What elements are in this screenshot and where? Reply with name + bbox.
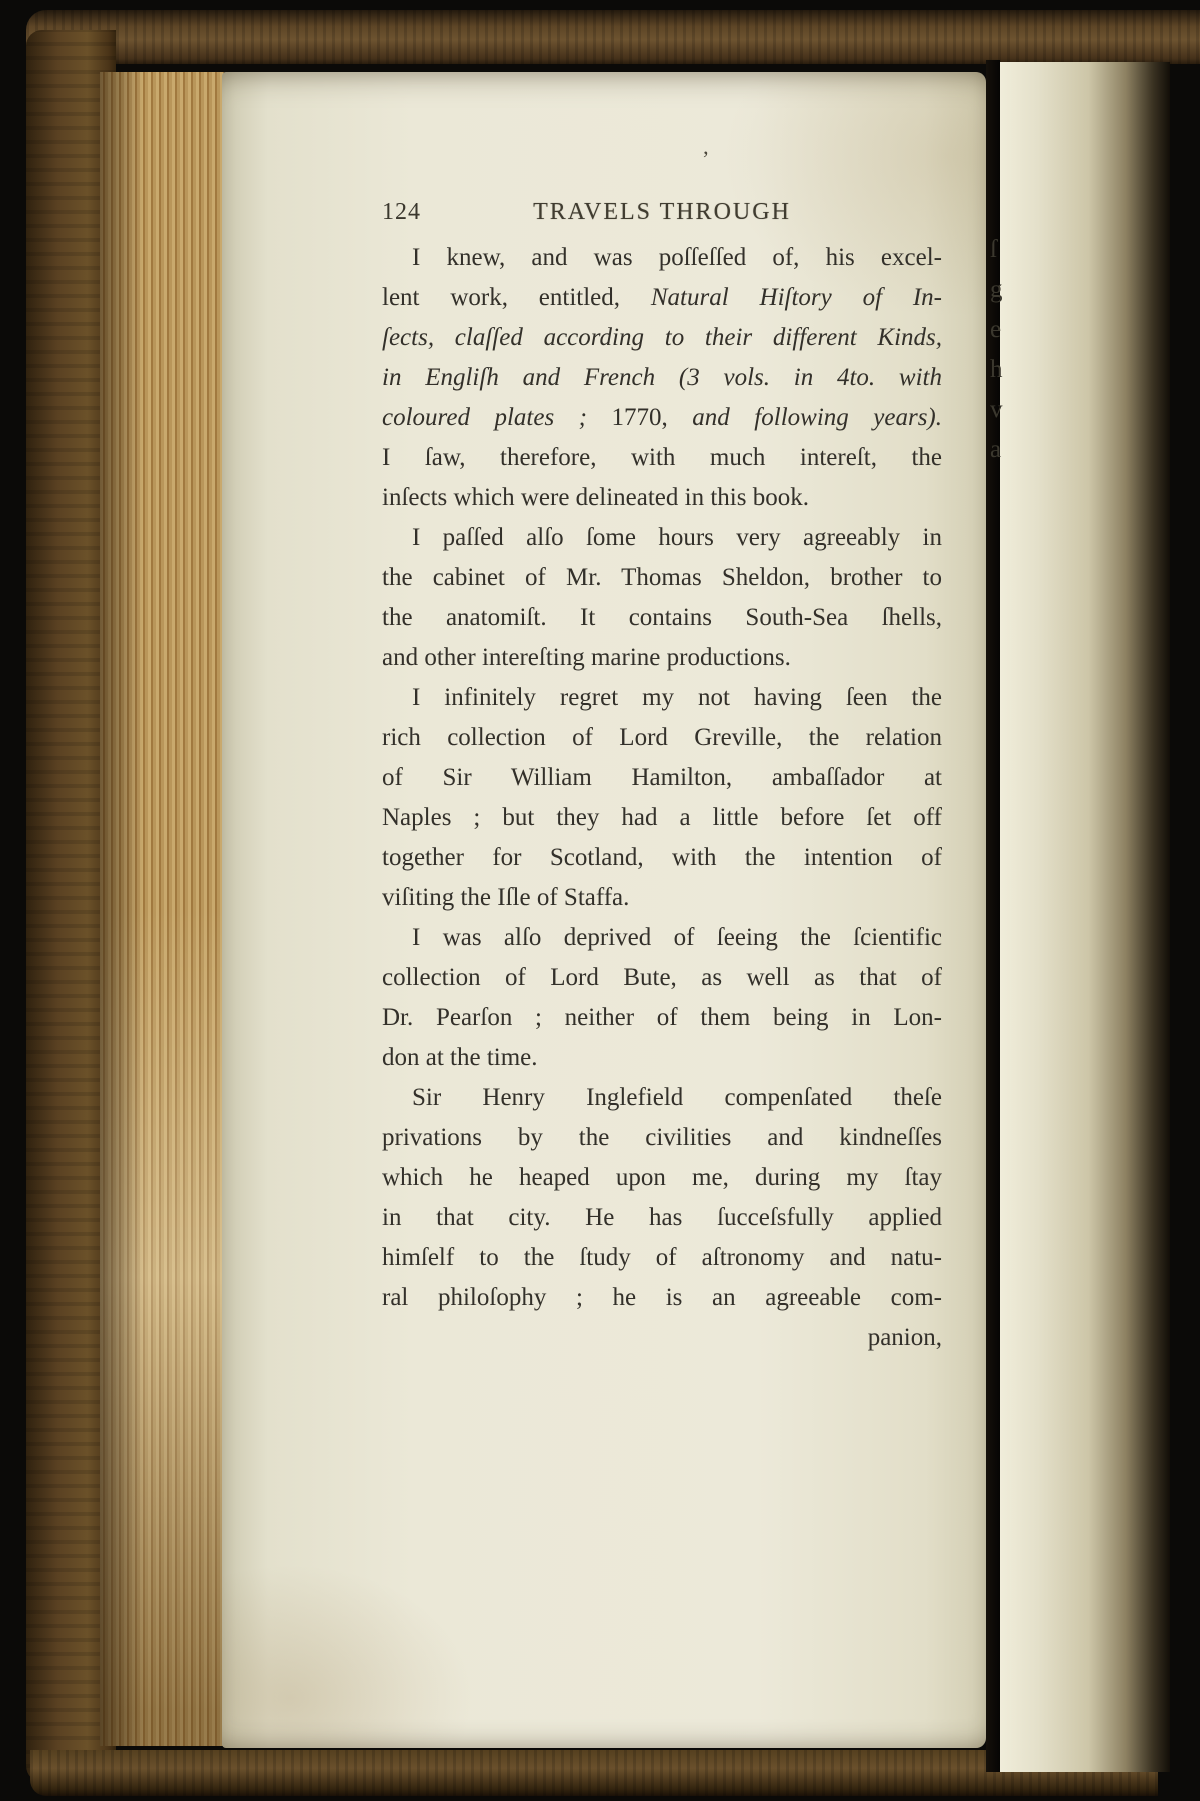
roman-text: lent work, entitled,: [382, 284, 651, 311]
roman-text: of Sir William Hamilton, ambaſſador at: [382, 764, 942, 791]
text-line: [382, 238, 942, 278]
text-line: [382, 718, 942, 758]
page-number: 124: [382, 199, 421, 225]
roman-text: I paſſed alſo ſome hours very agreeably in: [412, 524, 942, 551]
book-cover-top-edge: [26, 10, 1200, 64]
text-line: [382, 838, 942, 878]
roman-text: I knew, and was poſſeſſed of, his excel-: [412, 244, 942, 271]
cut-off-letter: a: [990, 436, 1002, 463]
text-line: [382, 878, 942, 918]
text-line: [382, 1078, 942, 1118]
roman-text: himſelf to the ſtudy of aſtronomy and natu-: [382, 1244, 942, 1271]
body-text: [382, 238, 942, 1318]
paragraph: [382, 238, 942, 518]
text-line: [382, 1118, 942, 1158]
running-title: TRAVELS THROUGH: [533, 199, 791, 225]
page-fore-edges: [100, 72, 224, 1746]
roman-text: and other intereſting marine productions.: [382, 644, 791, 671]
roman-text: the anatomiſt. It contains South-Sea ſhells,: [382, 604, 942, 631]
roman-text: I ſaw, therefore, with much intereſt, the: [382, 444, 942, 471]
text-line: [382, 518, 942, 558]
roman-text: Naples ; but they had a little before ſet off: [382, 804, 942, 831]
paragraph: [382, 1078, 942, 1318]
text-line: [382, 478, 942, 518]
roman-text: don at the time.: [382, 1044, 538, 1071]
page-text: [382, 190, 942, 1358]
roman-text: privations by the civilities and kindneſſes: [382, 1124, 942, 1151]
cut-off-letter: e: [990, 316, 1002, 343]
roman-text: I was alſo deprived of ſeeing the ſcientific: [412, 924, 942, 951]
text-line: [382, 638, 942, 678]
cut-off-letter: h: [990, 356, 1003, 383]
text-line: [382, 1238, 942, 1278]
text-line: [382, 318, 942, 358]
text-line: [382, 1158, 942, 1198]
roman-text: I infinitely regret my not having ſeen the: [412, 684, 942, 711]
facing-page-fragments: [990, 230, 1036, 470]
roman-text: inſects which were delineated in this book.: [382, 484, 809, 511]
text-line: [382, 998, 942, 1038]
italic-text: Natural Hiſtory of In-: [650, 284, 943, 311]
text-line: [382, 358, 942, 398]
paragraph: [382, 678, 942, 918]
roman-text: viſiting the Iſle of Staffa.: [382, 884, 630, 911]
text-line: [382, 438, 942, 478]
roman-text: ral philoſophy ; he is an agreeable com-: [382, 1284, 942, 1311]
text-line: [382, 278, 942, 318]
text-line: [382, 1198, 942, 1238]
text-line: [382, 598, 942, 638]
roman-text: Sir Henry Inglefield compenſated theſe: [412, 1084, 942, 1111]
roman-text: the cabinet of Mr. Thomas Sheldon, brother to: [382, 564, 942, 591]
text-line: [382, 558, 942, 598]
page-header: [382, 190, 942, 234]
text-line: [382, 918, 942, 958]
italic-text: coloured plates ;: [382, 404, 612, 431]
italic-text: in Engliſh and French (3 vols. in 4to. with: [382, 364, 942, 391]
paragraph: [382, 918, 942, 1078]
cut-off-letter: ſ: [990, 236, 997, 263]
text-line: [382, 398, 942, 438]
text-line: [382, 798, 942, 838]
book-page: [222, 72, 986, 1748]
paragraph: [382, 518, 942, 678]
italic-text: and following years).: [692, 404, 943, 431]
roman-text: which he heaped upon me, during my ſtay: [382, 1164, 942, 1191]
roman-text: rich collection of Lord Greville, the relation: [382, 724, 942, 751]
catchword: panion,: [867, 1324, 942, 1351]
italic-text: ſects, claſſed according to their different Kinds,: [382, 324, 942, 351]
text-line: [382, 958, 942, 998]
text-line: [382, 1038, 942, 1078]
text-line: [382, 758, 942, 798]
roman-text: Dr. Pearſon ; neither of them being in Lon-: [382, 1004, 942, 1031]
roman-text: 1770,: [611, 404, 693, 431]
roman-text: in that city. He has ſucceſsfully applied: [382, 1204, 942, 1231]
cut-off-letter: v: [990, 396, 1003, 423]
text-line: [382, 678, 942, 718]
roman-text: together for Scotland, with the intention of: [382, 844, 942, 871]
roman-text: collection of Lord Bute, as well as that of: [382, 964, 942, 991]
cut-off-letter: g: [990, 276, 1003, 303]
ink-speck: ’: [702, 146, 710, 171]
text-line: [382, 1278, 942, 1318]
